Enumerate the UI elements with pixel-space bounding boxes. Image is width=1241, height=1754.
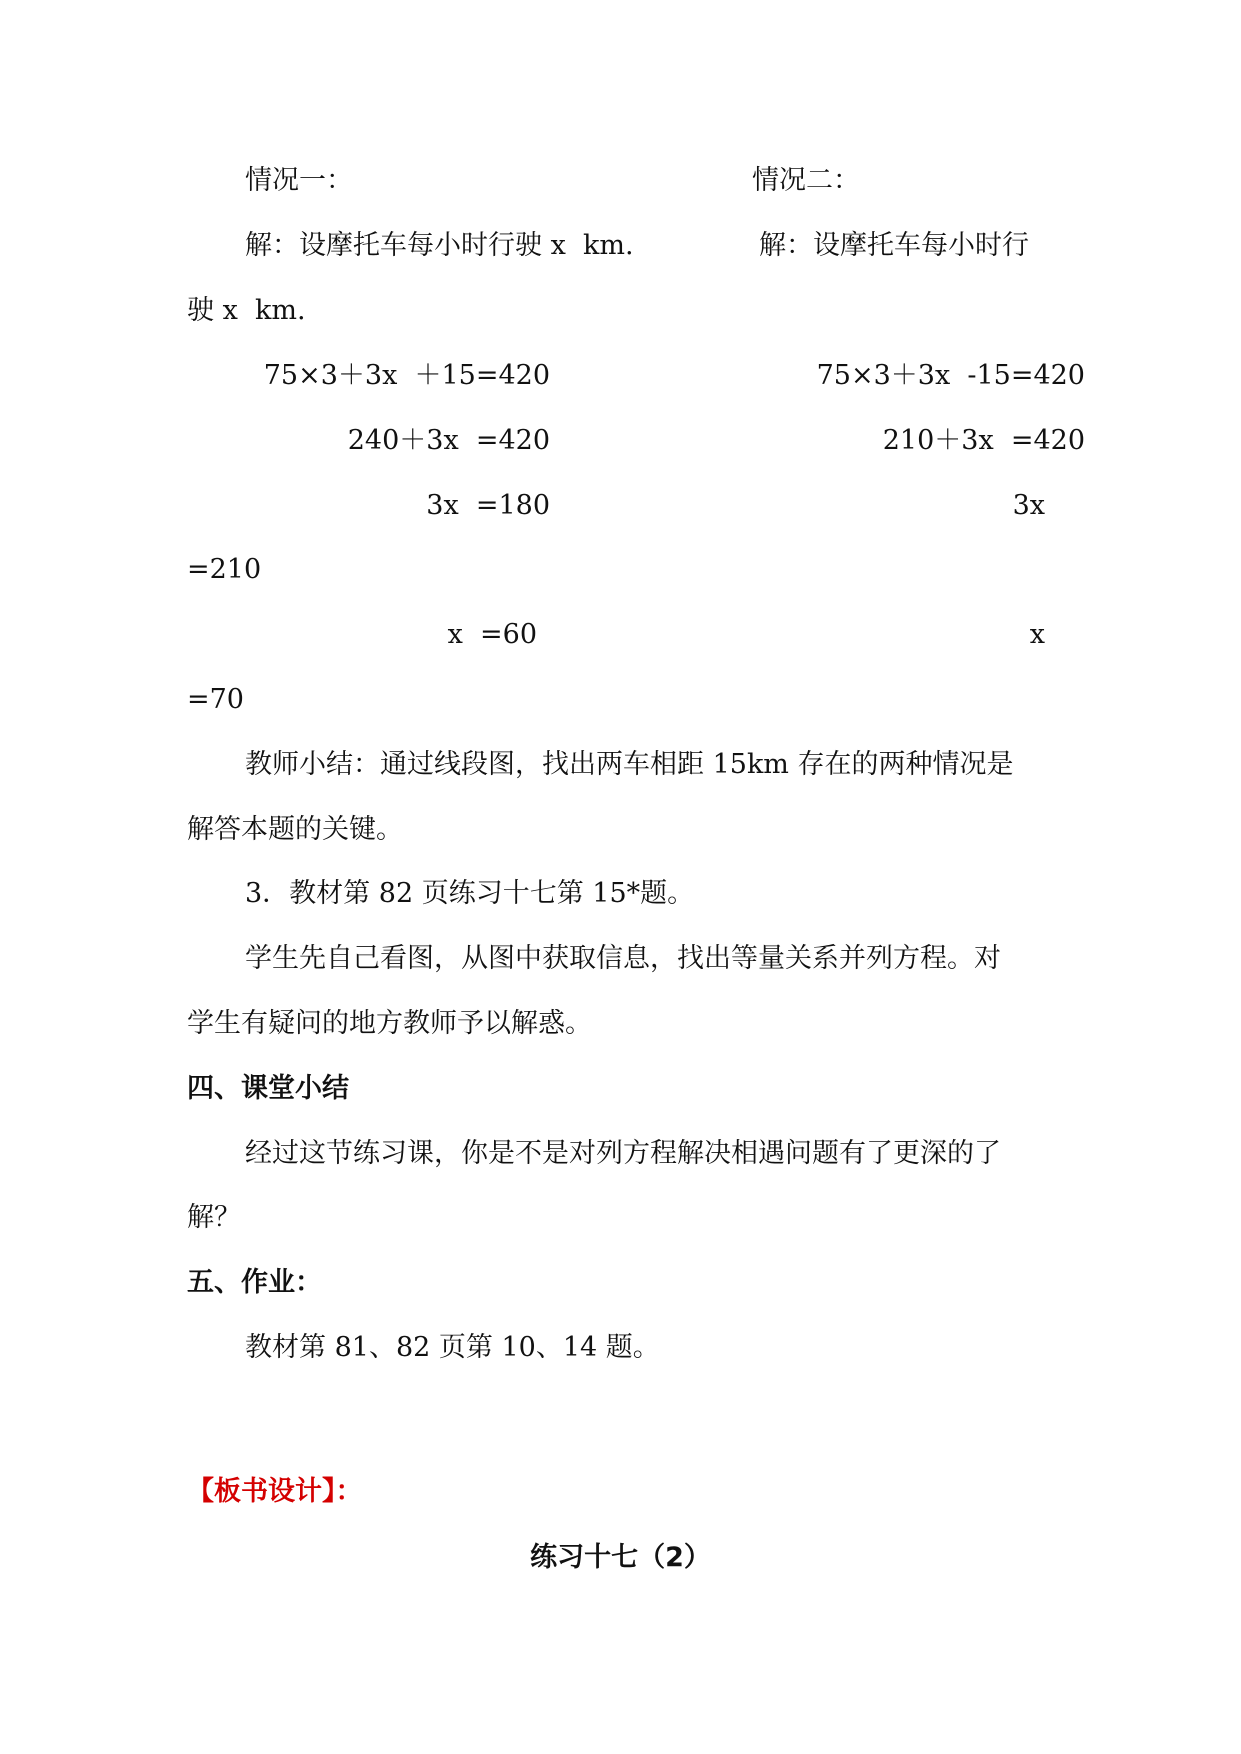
- exercise-item-3-desc-1: 学生先自己看图，从图中获取信息，找出等量关系并列方程。对: [245, 943, 1001, 974]
- case2-equation-1: 75×3＋3x -15=420: [816, 360, 1085, 391]
- case1-solve-intro: 解：设摩托车每小时行驶 x km.: [245, 230, 634, 261]
- case1-equation-4: x =60: [447, 619, 537, 650]
- case2-solve-intro: 解：设摩托车每小时行: [759, 230, 1029, 261]
- board-design-title: 练习十七（2）: [530, 1542, 711, 1573]
- case2-equation-4: x: [1029, 619, 1045, 650]
- case2-equation-3-wrap: =210: [187, 554, 262, 585]
- section-5-heading: 五、作业：: [187, 1267, 322, 1298]
- section-4-heading: 四、课堂小结: [187, 1073, 349, 1104]
- section-4-line-1: 经过这节练习课，你是不是对列方程解决相遇问题有了更深的了: [245, 1138, 1001, 1169]
- case2-equation-4-wrap: =70: [187, 684, 244, 715]
- section-5-line-1: 教材第 81、82 页第 10、14 题。: [245, 1332, 660, 1363]
- case1-title: 情况一：: [245, 165, 353, 196]
- board-design-heading: 【板书设计】：: [187, 1476, 363, 1507]
- case1-equation-3: 3x =180: [426, 490, 550, 521]
- case2-solve-intro-wrap: 驶 x km.: [187, 295, 306, 326]
- exercise-item-3-desc-2: 学生有疑问的地方教师予以解惑。: [187, 1008, 592, 1039]
- case2-equation-2: 210＋3x =420: [882, 425, 1085, 456]
- section-4-line-2: 解？: [187, 1202, 241, 1233]
- exercise-item-3: 3．教材第 82 页练习十七第 15*题。: [245, 878, 695, 909]
- case2-equation-3: 3x: [1012, 490, 1045, 521]
- case1-equation-2: 240＋3x =420: [347, 425, 550, 456]
- teacher-summary-line-2: 解答本题的关键。: [187, 814, 403, 845]
- case2-title: 情况二：: [752, 165, 860, 196]
- case1-equation-1: 75×3＋3x ＋15=420: [263, 360, 550, 391]
- teacher-summary-line-1: 教师小结：通过线段图，找出两车相距 15km 存在的两种情况是: [245, 749, 1014, 780]
